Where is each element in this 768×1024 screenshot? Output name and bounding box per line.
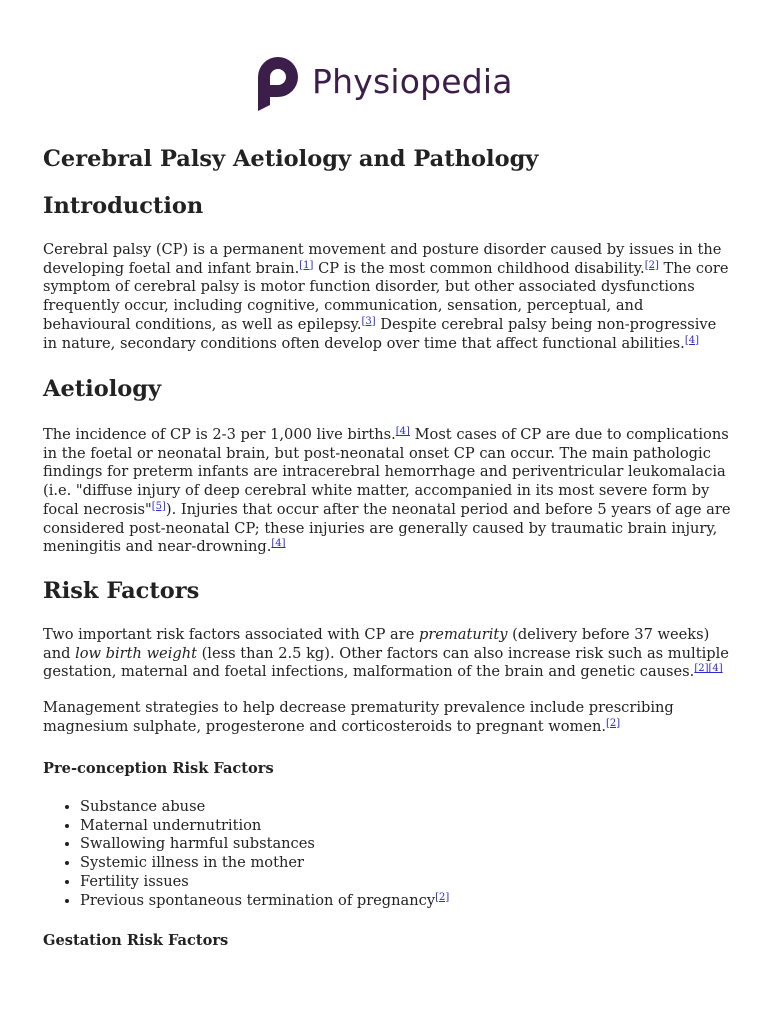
physiopedia-logo[interactable]	[256, 52, 513, 116]
reference-link[interactable]: [1]	[299, 259, 314, 271]
heading-introduction: Introduction	[43, 193, 204, 219]
introduction-paragraph: Cerebral palsy (CP) is a permanent movement and posture disorder caused by issues in the developing foetal and infant brain.[1] CP is the most common childhood disability.[2] The core symptom of cerebral palsy is motor function disorder, but other associated dysfunctions frequently occur, including cognitive, communication, sensation, perceptual, and behavioural conditions, as well as epilepsy.[3] Despite cerebral palsy being non-progressive in nature, secondary conditions often develop over time that affect functional abilities.[4]	[43, 241, 729, 352]
list-item: • Maternal undernutrition	[80, 817, 720, 836]
heading-aetiology: Aetiology	[43, 376, 162, 402]
list-item: • Previous spontaneous termination of pregnancy[2]	[80, 892, 720, 911]
heading-preconception-risk-factors: Pre-conception Risk Factors	[43, 760, 274, 777]
list-item: • Substance abuse	[80, 798, 720, 817]
reference-link[interactable]: [4]	[271, 538, 286, 550]
reference-link[interactable]: [2]	[435, 891, 450, 903]
reference-link[interactable]: [2]	[694, 663, 709, 675]
list-item: • Fertility issues	[80, 873, 720, 892]
logo-wordmark: Physiopedia	[312, 61, 513, 101]
physiopedia-logo-icon	[256, 55, 304, 113]
reference-link[interactable]: [2]	[644, 259, 659, 271]
heading-gestation-risk-factors: Gestation Risk Factors	[43, 932, 229, 949]
reference-link[interactable]: [4]	[684, 334, 699, 346]
reference-link[interactable]: [4]	[395, 426, 410, 437]
reference-link[interactable]: [5]	[151, 500, 166, 512]
page-title: Cerebral Palsy Aetiology and Pathology	[43, 146, 539, 172]
preconception-risk-list	[43, 798, 720, 910]
management-paragraph: Management strategies to help decrease prematurity prevalence include prescribing magnesium sulphate, progesterone and corticosteroids to pregnant women.[2]	[43, 699, 674, 735]
list-item: • Swallowing harmful substances	[80, 835, 720, 854]
reference-link[interactable]: [3]	[361, 315, 376, 327]
heading-risk-factors: Risk Factors	[43, 578, 200, 604]
list-item: • Systemic illness in the mother	[80, 854, 720, 873]
reference-link[interactable]: [4]	[708, 663, 723, 675]
aetiology-paragraph: The incidence of CP is 2-3 per 1,000 live births.[4] Most cases of CP are due to complications in the foetal or neonatal brain, but post-neonatal onset CP can occur. The main pathologic findings for preterm infants are intracerebral hemorrhage and periventricular leukomalacia (i.e. "diffuse injury of deep cerebral white matter, accompanied in its most severe form by focal necrosis"[5]). Injuries that occur after the neonatal period and before 5 years of age are considered post-neonatal CP; these injuries are generally caused by traumatic brain injury, meningitis and near-drowning.[4]	[43, 426, 731, 556]
risk-factors-paragraph: Two important risk factors associated with CP are prematurity (delivery before 37 weeks) and low birth weight (less than 2.5 kg). Other factors can also increase risk such as multiple gestation, maternal and foetal infections, malformation of the brain and genetic causes.[2][4]	[43, 626, 729, 681]
reference-link[interactable]: [2]	[606, 717, 621, 729]
